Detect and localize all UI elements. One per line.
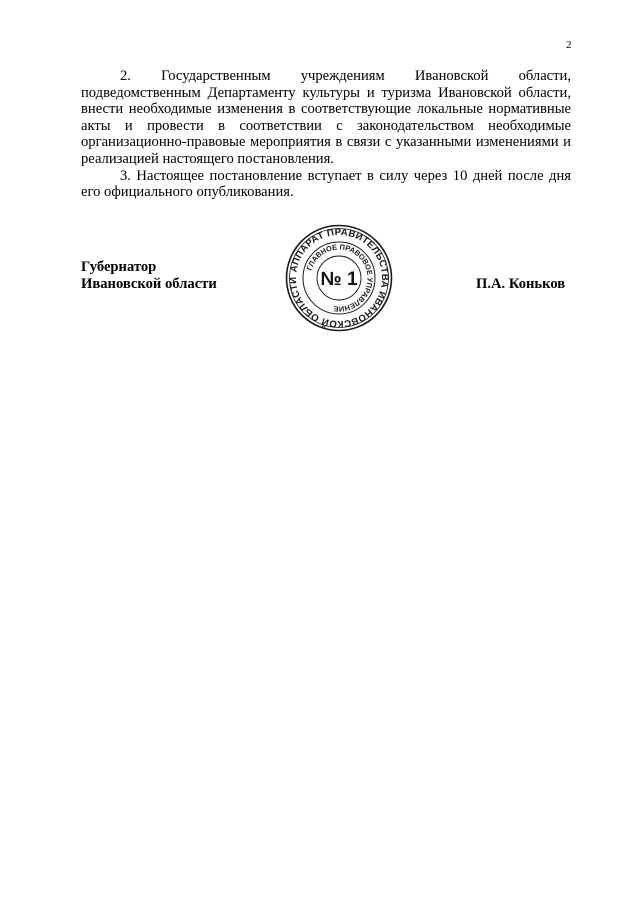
seal-number: № 1 xyxy=(320,269,358,290)
signer-title-line1: Губернатор xyxy=(81,259,157,275)
paragraph-2: 2. Государственным учреждениям Ивановской области, подведомственным Департаменту культуры и туризма Ивановской области, внести необходимые изменения в соответствующие локальные нормативные акты и провести в соответствии с законодательством необходимые организационно-правовые мероприятия в связи с указанными изменениями и реализацией настоящего постановления. xyxy=(81,68,571,167)
official-seal xyxy=(285,224,393,332)
seal-inner-text: ГЛАВНОЕ ПРАВОВОЕ УПРАВЛЕНИЕ xyxy=(304,242,375,314)
signer-name: П.А. Коньков xyxy=(476,276,566,292)
paragraph-3: 3. Настоящее постановление вступает в силу через 10 дней после дня его официального опубликования. xyxy=(81,167,571,201)
signer-title-line2: Ивановской области xyxy=(81,275,217,292)
seal-graphic xyxy=(285,224,393,332)
page-number: 2 xyxy=(566,39,572,51)
seal-outer-text: АППАРАТ ПРАВИТЕЛЬСТВА ИВАНОВСКОЙ ОБЛАСТИ xyxy=(287,226,391,330)
document-body xyxy=(81,68,571,201)
signer-title xyxy=(81,259,217,292)
